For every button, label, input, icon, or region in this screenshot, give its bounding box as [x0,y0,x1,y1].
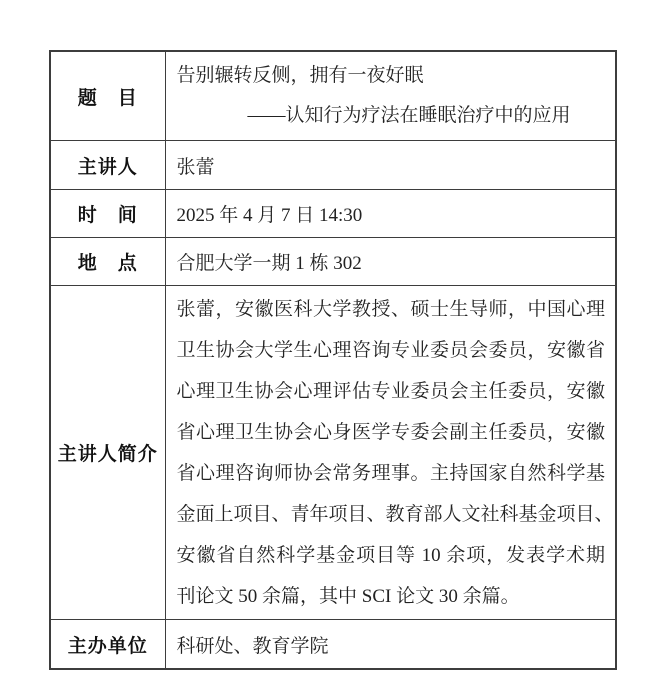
speaker-value: 张蕾 [165,141,616,190]
time-label: 时 间 [50,190,165,238]
host-value: 科研处、教育学院 [165,620,616,670]
table-row-speaker-bio [50,286,616,620]
host-label: 主办单位 [50,620,165,670]
lecture-announcement-table [49,50,617,670]
title-line-1: 告别辗转反侧，拥有一夜好眠 [176,65,424,86]
table-row-host [50,620,616,670]
table-row-time [50,190,616,238]
table-row-title [50,51,616,141]
speaker-label: 主讲人 [50,141,165,190]
table-row-speaker [50,141,616,190]
bio-line: 刊论文 50 余篇，其中 SCI 论文 30 余篇。 [176,585,520,607]
place-value: 合肥大学一期 1 栋 302 [165,238,616,286]
bio-line: 金面上项目、青年项目、教育部人文社科基金项目、 [176,503,614,525]
table-row-place [50,238,616,286]
bio-line: 安徽省自然科学基金项目等 10 余项，发表学术期 [176,544,605,566]
title-line-2: ——认知行为疗法在睡眠治疗中的应用 [247,105,571,126]
bio-value-cell [165,286,616,620]
title-label: 题 目 [50,51,165,141]
bio-line: 卫生协会大学生心理咨询专业委员会委员，安徽省 [176,339,605,361]
bio-label: 主讲人简介 [50,286,165,620]
bio-line: 心理卫生协会心理评估专业委员会主任委员，安徽 [176,380,605,402]
title-value-cell [165,51,616,141]
bio-line: 省心理卫生协会心身医学专委会副主任委员，安徽 [176,421,605,443]
time-value: 2025 年 4 月 7 日 14:30 [165,190,616,238]
place-label: 地 点 [50,238,165,286]
bio-line: 张蕾，安徽医科大学教授、硕士生导师，中国心理 [176,298,605,320]
bio-line: 省心理咨询师协会常务理事。主持国家自然科学基 [176,462,605,484]
